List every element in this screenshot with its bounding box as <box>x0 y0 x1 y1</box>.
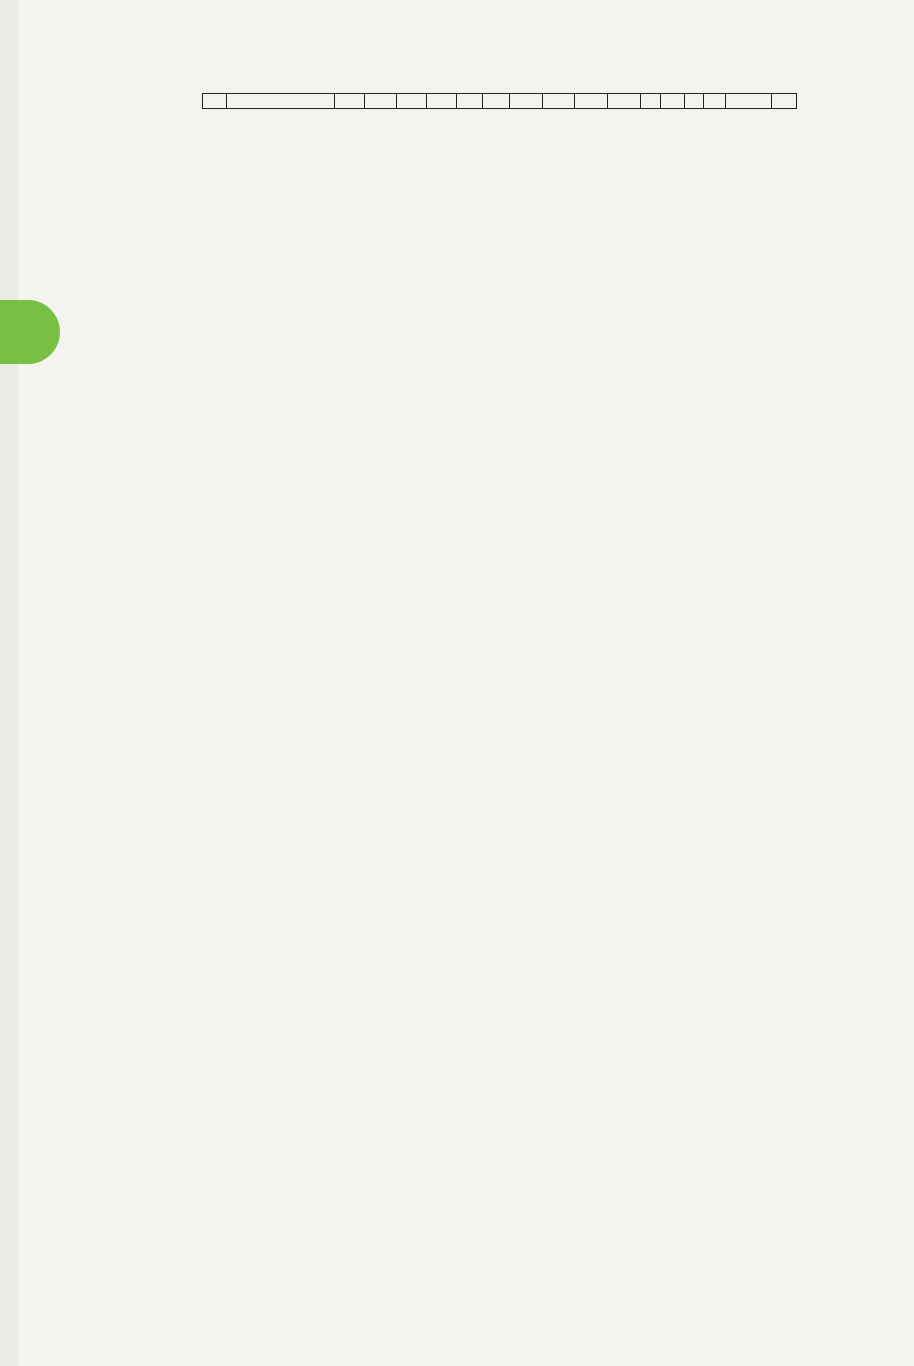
column-header <box>397 94 427 109</box>
first-league-table <box>202 93 797 109</box>
header-row <box>203 94 797 109</box>
column-header <box>365 94 397 109</box>
column-header <box>227 94 335 109</box>
page-edge <box>0 0 18 1366</box>
column-header <box>427 94 457 109</box>
column-header <box>203 94 227 109</box>
column-header <box>661 94 685 109</box>
column-header <box>608 94 641 109</box>
column-header <box>510 94 543 109</box>
column-header <box>641 94 661 109</box>
column-header <box>704 94 726 109</box>
column-header <box>457 94 483 109</box>
column-header <box>575 94 608 109</box>
column-header <box>543 94 575 109</box>
column-header <box>772 94 797 109</box>
page-number-badge <box>0 300 60 364</box>
column-header <box>483 94 510 109</box>
watermark <box>556 614 832 1055</box>
column-header <box>726 94 772 109</box>
column-header <box>685 94 704 109</box>
column-header <box>335 94 365 109</box>
